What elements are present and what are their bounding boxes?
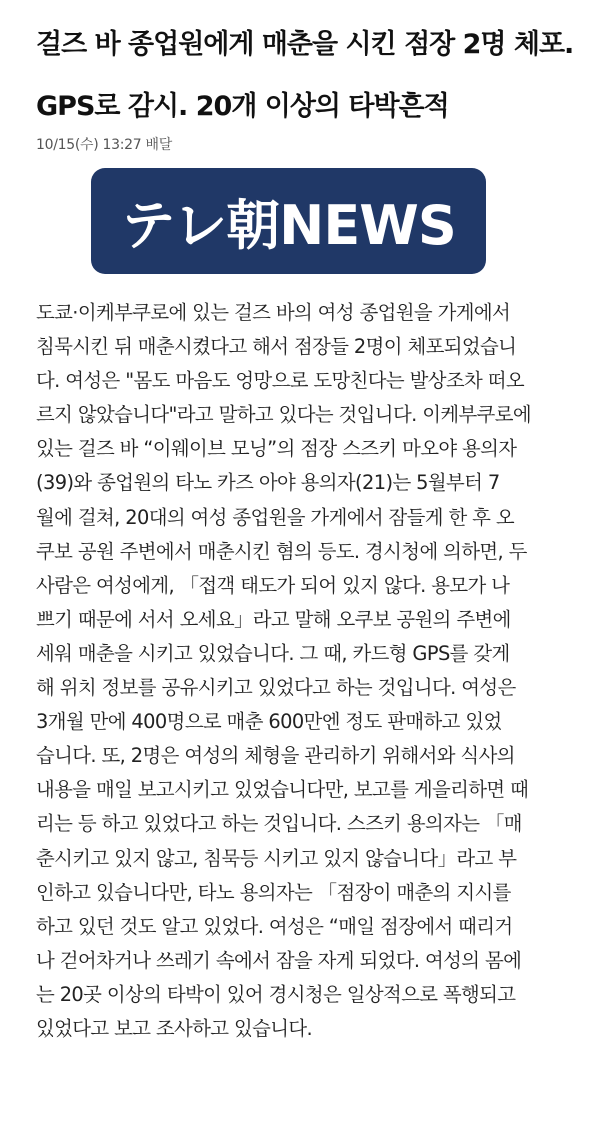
article-body-line: 춘시키고 있지 않고, 침묵등 시키고 있지 않습니다」라고 부 — [36, 846, 517, 870]
article-title-line-1: 걸즈 바 종업원에게 매춘을 시킨 점장 2명 체포. — [36, 29, 574, 60]
article-body-line: 하고 있던 것도 알고 있었다. 여성은 “매일 점장에서 때리거 — [36, 914, 513, 938]
article-body-line: 나 걷어차거나 쓰레기 속에서 잠을 자게 되었다. 여성의 몸에 — [36, 948, 522, 972]
article-body-line: 세워 매춘을 시키고 있었습니다. 그 때, 카드형 GPS를 갖게 — [36, 641, 510, 665]
article-body-line: 해 위치 정보를 공유시키고 있었다고 하는 것입니다. 여성은 — [36, 676, 516, 700]
article-body-line: 습니다. 또, 2명은 여성의 체형을 관리하기 위해서와 식사의 — [36, 744, 515, 768]
article-body-line: 도쿄·이케부쿠로에 있는 걸즈 바의 여성 종업원을 가게에서 — [36, 301, 511, 324]
logo-text: テレ朝NEWS — [121, 193, 456, 257]
article-body-line: 월에 걸쳐, 20대의 여성 종업원을 가게에서 잠들게 한 후 오 — [36, 505, 515, 529]
article-body-line: (39)와 종업원의 타노 카즈 아야 용의자(21)는 5월부터 7 — [36, 471, 500, 495]
article-body-line: 리는 등 하고 있었다고 하는 것입니다. 스즈키 용의자는 「매 — [36, 812, 522, 836]
article-body-line: 내용을 매일 보고시키고 있었습니다만, 보고를 게을리하면 때 — [36, 778, 529, 802]
article-title-line-2: GPS로 감시. 20개 이상의 타박흔적 — [36, 91, 449, 122]
tv-asahi-news-logo — [91, 168, 486, 274]
article-body-line: 다. 여성은 "몸도 마음도 엉망으로 도망친다는 발상조차 떠오 — [36, 369, 524, 393]
article-body-line: 는 20곳 이상의 타박이 있어 경시청은 일상적으로 폭행되고 — [36, 982, 516, 1006]
article-body-line: 3개월 만에 400명으로 매춘 600만엔 정도 판매하고 있었 — [36, 710, 502, 734]
article-title — [36, 14, 576, 138]
article-body-line: 르지 않았습니다"라고 말하고 있다는 것입니다. 이케부쿠로에 — [36, 403, 531, 427]
article-body-line: 있었다고 보고 조사하고 있습니다. — [36, 1016, 313, 1040]
article-body-line: 쿠보 공원 주변에서 매춘시킨 혐의 등도. 경시청에 의하면, 두 — [36, 539, 527, 563]
article-body-line: 쁘기 때문에 서서 오세요」라고 말해 오쿠보 공원의 주변에 — [36, 607, 511, 631]
article-body-line: 있는 걸즈 바 “이웨이브 모닝”의 점장 스즈키 마오야 용의자 — [36, 437, 517, 461]
article-meta: 10/15(수) 13:27 배달 — [36, 137, 172, 153]
article-body — [36, 296, 576, 1046]
article-body-line: 인하고 있습니다만, 타노 용의자는 「점장이 매춘의 지시를 — [36, 880, 511, 904]
article-body-line: 침묵시킨 뒤 매춘시켰다고 해서 점장들 2명이 체포되었습니 — [36, 335, 517, 359]
article-body-line: 사람은 여성에게, 「접객 태도가 되어 있지 않다. 용모가 나 — [36, 573, 510, 597]
